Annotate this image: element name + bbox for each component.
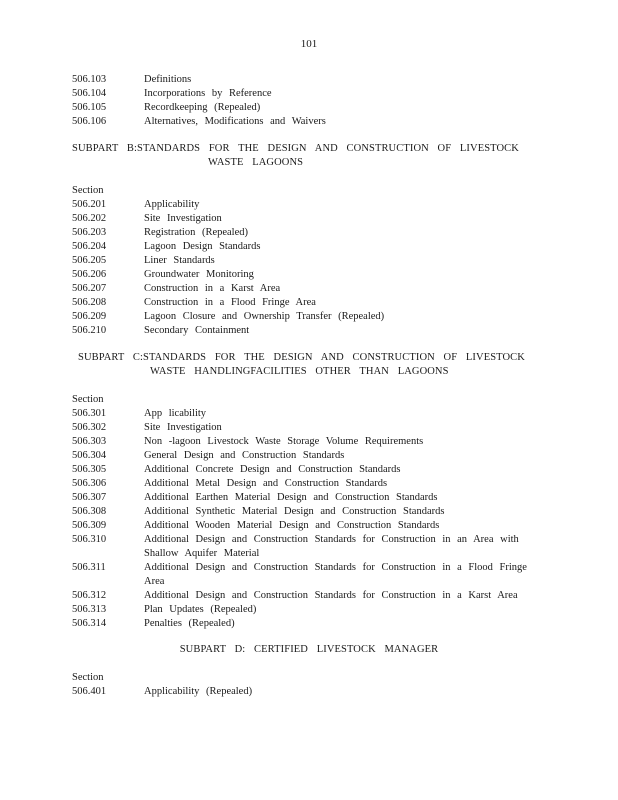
subpart-d-section-list [72,671,542,699]
section-number: 506.308 [72,506,107,517]
list-item [72,407,542,421]
section-number: 506.305 [72,464,107,475]
list-item [72,73,542,87]
section-title: Additional Design and Construction Standards for Construction in a Karst Area [144,590,518,601]
section-number: 506.301 [72,408,107,419]
section-title: Additional Design and Construction Standards for Construction in an Area with Shallow Aquifer Material [144,534,519,559]
section-number: 506.103 [72,74,107,85]
section-title: Incorporations by Reference [144,88,272,99]
section-number: 506.208 [72,297,107,308]
list-item [72,324,542,338]
section-title: Secondary Containment [144,325,250,336]
list-item [72,603,542,617]
section-number: 506.314 [72,618,107,629]
list-item [72,435,542,449]
section-title: Construction in a Karst Area [144,283,281,294]
section-label: Section [72,185,104,196]
list-item [72,561,542,589]
section-number: 506.210 [72,325,107,336]
subpart-heading-line: SUBPART B:STANDARDS FOR THE DESIGN AND CONSTRUCTION OF LIVESTOCK [72,143,519,154]
list-item [72,282,542,296]
section-label: Section [72,672,104,683]
section-title: Penalties (Repealed) [144,618,235,629]
list-item [72,685,542,699]
list-item [72,198,542,212]
list-item [72,519,542,533]
section-number: 506.203 [72,227,107,238]
section-number: 506.105 [72,102,107,113]
page-number: 101 [300,38,318,50]
subpart-heading-line: SUBPART C:STANDARDS FOR THE DESIGN AND CONSTRUCTION OF LIVESTOCK [78,352,525,363]
subpart-heading-line: WASTE HANDLINGFACILITIES OTHER THAN LAGOONS [150,366,449,377]
section-number: 506.206 [72,269,107,280]
section-title: Additional Synthetic Material Design and Construction Standards [144,506,445,517]
list-item [72,310,542,324]
list-item [72,449,542,463]
list-item [72,491,542,505]
section-number: 506.207 [72,283,107,294]
section-number: 506.202 [72,213,107,224]
section-number: 506.306 [72,478,107,489]
subpart-c-section-list [72,393,542,631]
section-title: Applicability (Repealed) [144,686,253,697]
subpart-heading-line: WASTE LAGOONS [208,157,304,168]
section-number: 506.307 [72,492,107,503]
section-number: 506.205 [72,255,107,266]
section-title: Additional Wooden Material Design and Construction Standards [144,520,440,531]
section-title: Plan Updates (Repealed) [144,604,257,615]
section-title: Alternatives, Modifications and Waivers [144,116,326,127]
subpart-c-heading [78,351,548,379]
section-number: 506.313 [72,604,107,615]
list-item [72,115,542,129]
section-number: 506.401 [72,686,107,697]
section-title: Registration (Repealed) [144,227,249,238]
subpart-b-heading [72,142,542,170]
subpart-heading-line: SUBPART D: CERTIFIED LIVESTOCK MANAGER [179,644,439,655]
section-number: 506.106 [72,116,107,127]
list-item [72,505,542,519]
section-title: Definitions [144,74,192,85]
section-title: Groundwater Monitoring [144,269,254,280]
list-item [72,212,542,226]
section-title: Lagoon Design Standards [144,241,261,252]
section-title: Additional Metal Design and Construction Standards [144,478,388,489]
list-item [72,226,542,240]
section-number: 506.311 [72,562,106,573]
list-item [72,296,542,310]
section-title: Non -lagoon Livestock Waste Storage Volume Requirements [144,436,424,447]
section-number: 506.201 [72,199,107,210]
list-item [72,617,542,631]
section-title: Recordkeeping (Repealed) [144,102,261,113]
list-item [72,589,542,603]
section-title: General Design and Construction Standards [144,450,345,461]
section-title: App licability [144,408,207,419]
section-title: Additional Concrete Design and Construction Standards [144,464,401,475]
section-number: 506.204 [72,241,107,252]
list-item [72,533,542,561]
section-number: 506.312 [72,590,107,601]
section-number: 506.310 [72,534,107,545]
list-item [72,240,542,254]
section-number: 506.303 [72,436,107,447]
list-item [72,477,542,491]
section-title: Construction in a Flood Fringe Area [144,297,316,308]
section-title: Site Investigation [144,213,222,224]
section-number: 506.209 [72,311,107,322]
list-item [72,87,542,101]
section-label: Section [72,394,104,405]
subpart-b-section-list [72,184,542,338]
section-title: Liner Standards [144,255,215,266]
list-item [72,101,542,115]
section-title: Additional Design and Construction Standards for Construction in a Flood Fringe Area [144,562,527,587]
section-title: Additional Earthen Material Design and Construction Standards [144,492,438,503]
list-item [72,463,542,477]
section-title: Applicability [144,199,200,210]
subpart-d-heading [0,643,618,657]
section-number: 506.309 [72,520,107,531]
section-title: Lagoon Closure and Ownership Transfer (Repealed) [144,311,385,322]
list-item [72,254,542,268]
intro-section-list [72,73,542,129]
list-item [72,421,542,435]
section-number: 506.304 [72,450,107,461]
section-number: 506.104 [72,88,107,99]
section-title: Site Investigation [144,422,222,433]
section-number: 506.302 [72,422,107,433]
list-item [72,268,542,282]
